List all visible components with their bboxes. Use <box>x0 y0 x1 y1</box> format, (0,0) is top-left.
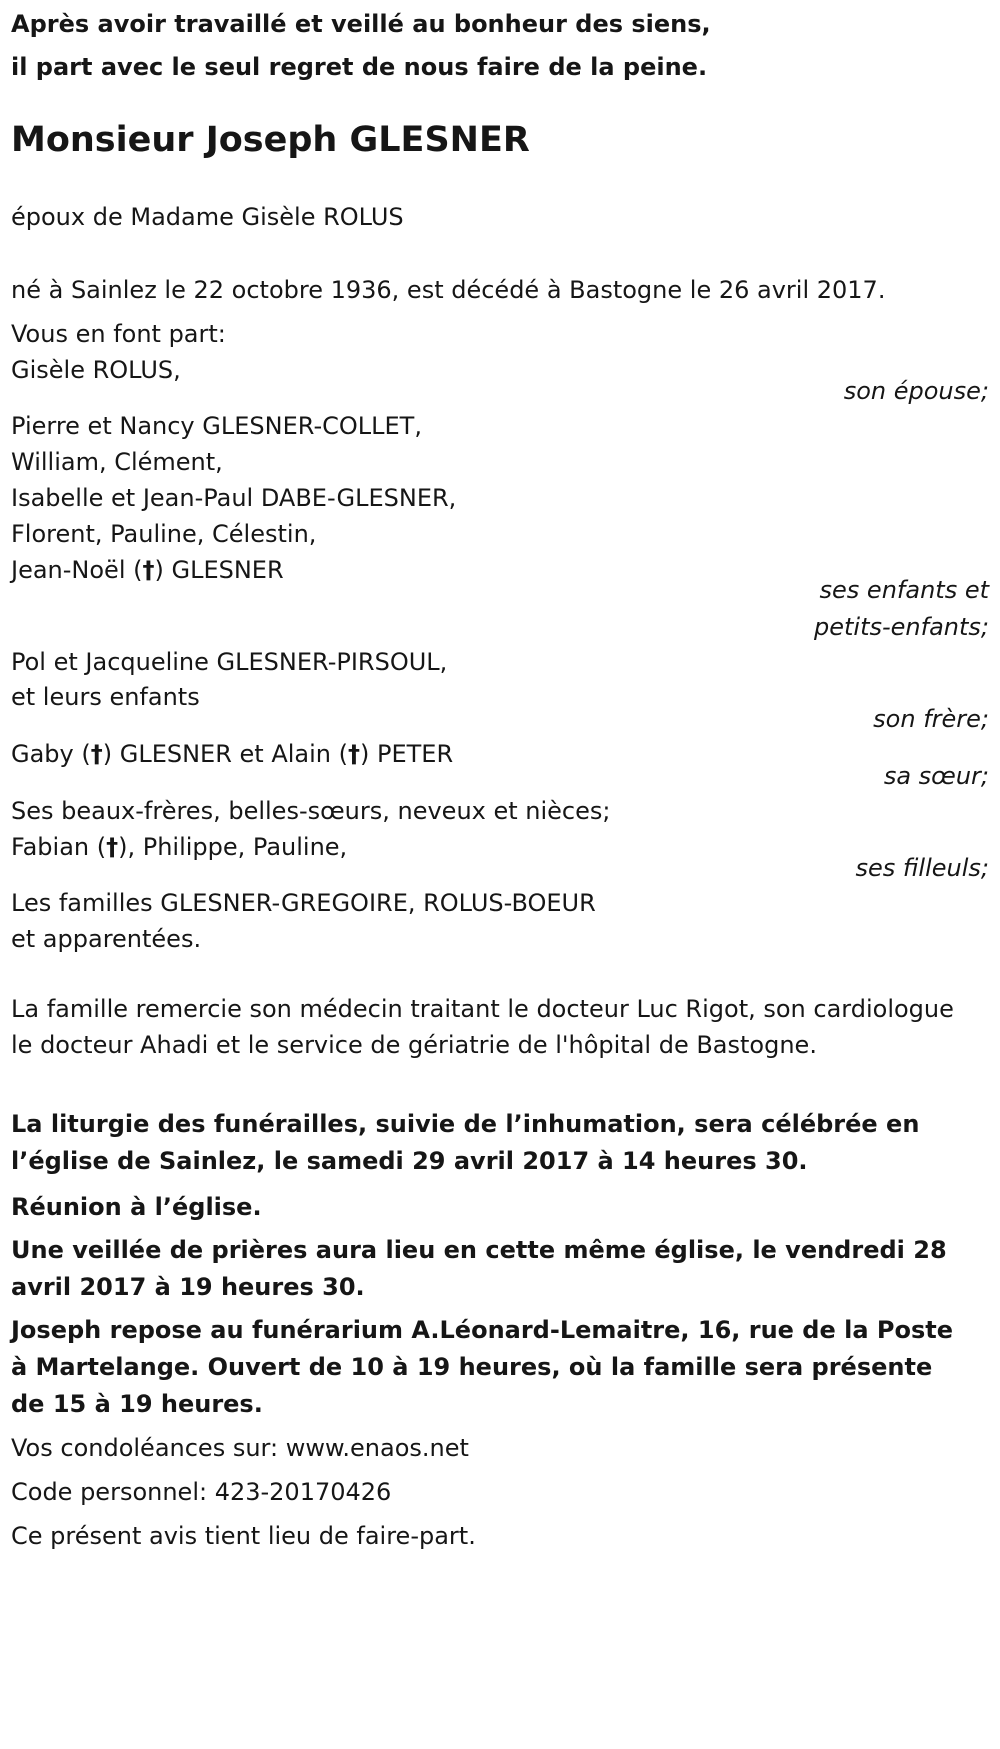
children-name-prefix: Jean-Noël ( <box>11 556 143 584</box>
notice-line: Ce présent avis tient lieu de faire-part. <box>11 1522 476 1550</box>
family-children-line-3: Isabelle et Jean-Paul DABE-GLESNER, <box>11 484 457 512</box>
sister-name-a: Gaby ( <box>11 740 91 768</box>
family-inlaws-line-2 <box>11 827 347 868</box>
family-families-line-1: Les familles GLESNER-GREGOIRE, ROLUS-BOEUR <box>11 889 596 917</box>
children-name-suffix: ) GLESNER <box>154 556 284 584</box>
family-children-line-1: Pierre et Nancy GLESNER-COLLET, <box>11 412 422 440</box>
funerarium-paragraph: Joseph repose au funérarium A.Léonard-Lemaitre, 16, rue de la Poste à Martelange. Ouvert de 10 à 19 heures, où la famille sera présente de 15 à 19 heures. <box>11 1316 954 1418</box>
intro-line-2: il part avec le seul regret de nous faire de la peine. <box>11 53 708 81</box>
cross-icon: † <box>142 556 155 584</box>
announce-label: Vous en font part: <box>11 320 226 348</box>
family-sister-relation: sa sœur; <box>883 762 989 790</box>
personal-code-line: Code personnel: 423-20170426 <box>11 1478 392 1506</box>
liturgy-paragraph: La liturgie des funérailles, suivie de l’inhumation, sera célébrée en l’église de Sainlez, le samedi 29 avril 2017 à 14 heures 30. <box>11 1110 920 1175</box>
condolences-line: Vos condoléances sur: www.enaos.net <box>11 1434 469 1462</box>
spouse-line: époux de Madame Gisèle ROLUS <box>11 203 404 231</box>
family-brother-line-1: Pol et Jacqueline GLESNER-PIRSOUL, <box>11 648 448 676</box>
deceased-name: Monsieur Joseph GLESNER <box>11 120 530 160</box>
family-inlaws-relation: ses filleuls; <box>855 854 989 882</box>
inlaws-name-a: Fabian ( <box>11 833 107 861</box>
family-children-line-2: William, Clément, <box>11 448 223 476</box>
family-children-relation-2: petits-enfants; <box>814 613 989 641</box>
intro-line-1: Après avoir travaillé et veillé au bonheur des siens, <box>11 10 711 38</box>
cross-icon: † <box>347 740 360 768</box>
sister-name-c: ) PETER <box>359 740 454 768</box>
family-sister-line <box>11 734 453 775</box>
sister-name-b: ) GLESNER et Alain ( <box>102 740 348 768</box>
meeting-line: Réunion à l’église. <box>11 1193 262 1221</box>
family-children-line-5 <box>11 550 284 591</box>
cross-icon: † <box>106 833 119 861</box>
family-inlaws-line-1: Ses beaux-frères, belles-sœurs, neveux et nièces; <box>11 797 611 825</box>
thanks-paragraph: La famille remercie son médecin traitant le docteur Luc Rigot, son cardiologue le docteur Ahadi et le service de gériatrie de l'hôpital de Bastogne. <box>11 995 954 1059</box>
family-spouse-names: Gisèle ROLUS, <box>11 356 181 384</box>
family-children-relation-1: ses enfants et <box>819 576 989 604</box>
vigil-paragraph: Une veillée de prières aura lieu en cette même église, le vendredi 28 avril 2017 à 19 heures 30. <box>11 1236 947 1301</box>
family-families-line-2: et apparentées. <box>11 925 202 953</box>
family-children-line-4: Florent, Pauline, Célestin, <box>11 520 317 548</box>
inlaws-name-b: ), Philippe, Pauline, <box>118 833 348 861</box>
family-brother-relation: son frère; <box>873 705 989 733</box>
cross-icon: † <box>90 740 103 768</box>
birth-death-line: né à Sainlez le 22 octobre 1936, est décédé à Bastogne le 26 avril 2017. <box>11 276 886 304</box>
family-brother-line-2: et leurs enfants <box>11 683 200 711</box>
family-spouse-relation: son épouse; <box>843 377 989 405</box>
